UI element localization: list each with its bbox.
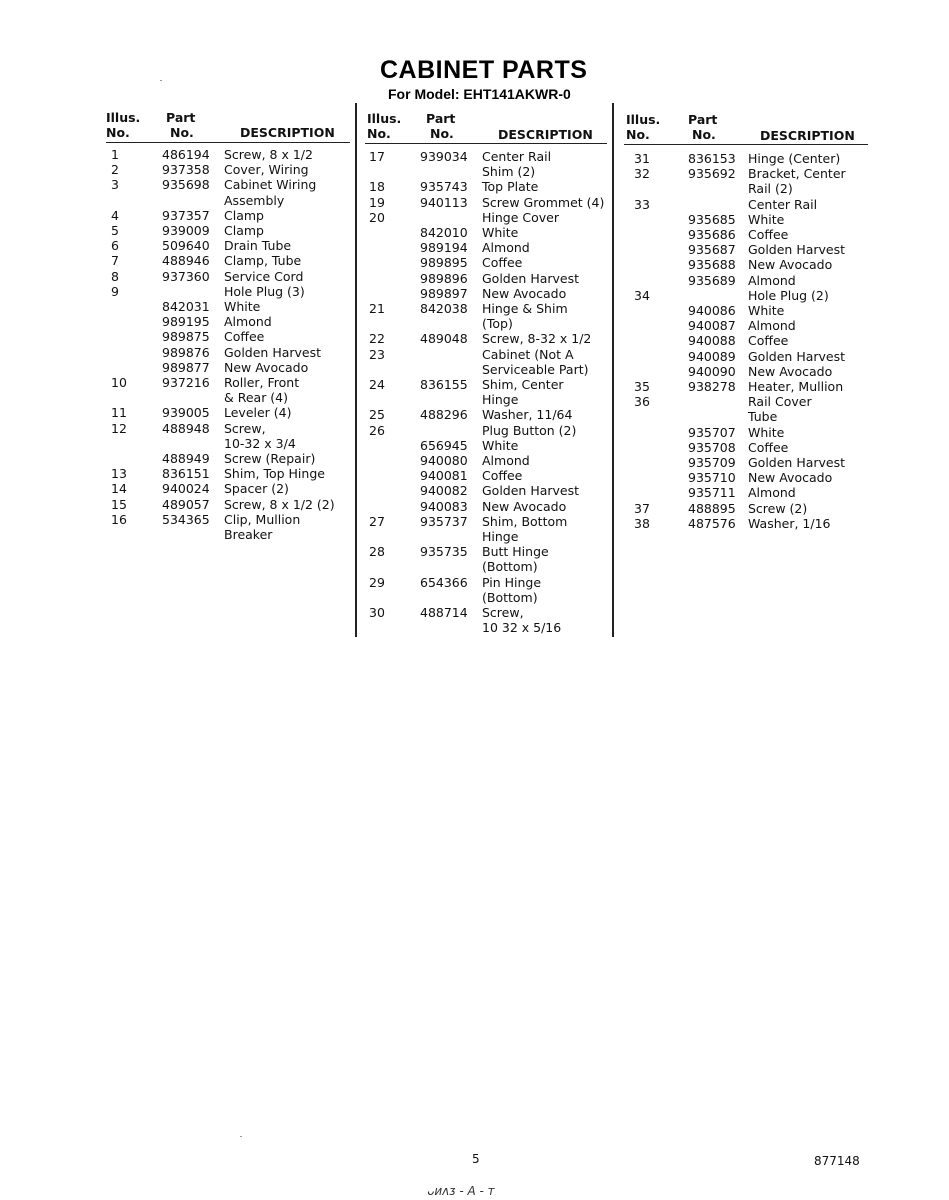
part-description: Leveler (4) xyxy=(224,405,292,421)
part-number: 935708 xyxy=(688,439,736,455)
part-number: 935743 xyxy=(420,179,468,195)
illus-number: 32 xyxy=(634,166,650,182)
part-description: New Avocado xyxy=(482,498,567,514)
column-divider xyxy=(612,103,614,637)
part-description: Center Rail xyxy=(748,196,818,212)
part-number: 488895 xyxy=(688,500,736,516)
part-number: 935707 xyxy=(688,424,736,440)
illus-number: 33 xyxy=(634,196,650,212)
part-number: 836151 xyxy=(162,466,210,482)
part-description: Clamp xyxy=(224,207,264,223)
part-description: 10-32 x 3/4 xyxy=(224,435,296,451)
part-description: Coffee xyxy=(224,329,265,345)
part-description: Serviceable Part) xyxy=(482,361,589,377)
part-description: Coffee xyxy=(748,333,789,349)
part-number: 937360 xyxy=(162,268,210,284)
part-description: Rail Cover xyxy=(748,394,812,410)
illus-number: 9 xyxy=(111,283,119,299)
illus-number: 31 xyxy=(634,151,650,166)
part-number: 940083 xyxy=(420,498,468,514)
part-description: Rail (2) xyxy=(748,181,793,197)
illus-number: 2 xyxy=(111,162,119,178)
part-description: Screw, 8 x 1/2 (2) xyxy=(224,496,335,512)
illus-number: 20 xyxy=(369,209,385,225)
part-number: 989896 xyxy=(420,270,468,286)
part-description: Almond xyxy=(748,272,796,288)
part-description: Almond xyxy=(748,485,796,501)
page-title: CABINET PARTS xyxy=(380,56,588,84)
part-description: Assembly xyxy=(224,192,285,208)
part-description: Cabinet (Not A xyxy=(482,346,574,362)
part-description: White xyxy=(748,211,785,227)
part-description: Service Cord xyxy=(224,268,304,284)
part-description: Golden Harvest xyxy=(224,344,322,360)
part-number: 488296 xyxy=(420,407,468,423)
part-number: 939005 xyxy=(162,405,210,421)
part-description: Screw, xyxy=(482,605,524,620)
part-number: 940080 xyxy=(420,453,468,468)
part-number: 836153 xyxy=(688,151,736,166)
illus-number: 21 xyxy=(369,301,385,316)
illus-number: 3 xyxy=(111,177,119,193)
part-description: New Avocado xyxy=(482,285,567,301)
part-number: 940024 xyxy=(162,481,210,497)
part-description: White xyxy=(748,424,785,440)
part-number: 937357 xyxy=(162,207,210,223)
part-number: 940089 xyxy=(688,348,736,364)
part-number: 488714 xyxy=(420,605,468,620)
part-description: White xyxy=(748,303,785,318)
part-number: 534365 xyxy=(162,511,210,527)
header-underline xyxy=(106,142,350,143)
part-description: Screw, 8-32 x 1/2 xyxy=(482,331,592,347)
part-number: 842038 xyxy=(420,301,468,316)
part-description: New Avocado xyxy=(748,470,833,486)
part-description: White xyxy=(224,299,261,314)
header-underline xyxy=(624,144,868,145)
part-number: 939034 xyxy=(420,149,468,164)
part-description: Center Rail xyxy=(482,149,552,164)
document-code: 877148 xyxy=(814,1154,860,1168)
part-description: Shim (2) xyxy=(482,164,536,180)
illus-number: 18 xyxy=(369,179,385,195)
part-number: 989876 xyxy=(162,344,210,360)
part-description: New Avocado xyxy=(748,257,833,273)
part-number: 842010 xyxy=(420,225,468,240)
part-header: Part No. xyxy=(166,110,196,140)
part-description: Almond xyxy=(224,314,272,330)
part-description: Golden Harvest xyxy=(748,348,846,364)
part-number: 935698 xyxy=(162,177,210,193)
part-description: Coffee xyxy=(748,439,789,455)
illus-number: 11 xyxy=(111,405,127,421)
part-number: 935710 xyxy=(688,470,736,486)
part-number: 656945 xyxy=(420,437,468,453)
part-description: Pin Hinge xyxy=(482,574,542,590)
part-description: Golden Harvest xyxy=(482,483,580,499)
part-description: Hinge Cover xyxy=(482,209,559,225)
part-description: Clip, Mullion xyxy=(224,511,301,527)
part-description: Drain Tube xyxy=(224,238,292,254)
illus-number: 8 xyxy=(111,268,119,284)
part-description: Washer, 11/64 xyxy=(482,407,573,423)
part-description: & Rear (4) xyxy=(224,390,289,406)
part-number: 938278 xyxy=(688,379,736,394)
part-description: Hole Plug (2) xyxy=(748,287,829,303)
illus-number: 16 xyxy=(111,511,127,527)
part-description: Golden Harvest xyxy=(748,455,846,470)
illus-number: 27 xyxy=(369,513,385,529)
part-number: 937216 xyxy=(162,375,210,390)
part-number: 935735 xyxy=(420,544,468,560)
part-number: 940082 xyxy=(420,483,468,499)
part-description: Heater, Mullion xyxy=(748,379,844,394)
illus-number: 19 xyxy=(369,194,385,210)
part-description: Hinge xyxy=(482,392,519,408)
part-description: Breaker xyxy=(224,527,273,542)
part-number: 935737 xyxy=(420,513,468,529)
part-number: 989897 xyxy=(420,285,468,301)
illus-number: 29 xyxy=(369,574,385,590)
illus-number: 13 xyxy=(111,466,127,482)
part-description: Top Plate xyxy=(482,179,539,195)
illus-number: 22 xyxy=(369,331,385,347)
part-description: (Top) xyxy=(482,316,513,332)
part-description: Cover, Wiring xyxy=(224,162,309,178)
part-number: 940113 xyxy=(420,194,468,210)
part-description: Screw, 8 x 1/2 xyxy=(224,147,313,162)
part-number: 487576 xyxy=(688,515,736,531)
part-description: Plug Button (2) xyxy=(482,422,577,438)
scan-speck xyxy=(240,1136,242,1137)
part-description: Butt Hinge xyxy=(482,544,549,560)
description-header: DESCRIPTION xyxy=(760,128,855,143)
header-underline xyxy=(365,143,607,144)
illus-number: 10 xyxy=(111,375,127,390)
illus-number: 23 xyxy=(369,346,385,362)
part-number: 940088 xyxy=(688,333,736,349)
part-number: 489057 xyxy=(162,496,210,512)
part-description: 10 32 x 5/16 xyxy=(482,620,562,636)
part-description: Screw Grommet (4) xyxy=(482,194,605,210)
illus-number: 4 xyxy=(111,207,119,223)
part-description: Washer, 1/16 xyxy=(748,515,831,531)
illus-number: 28 xyxy=(369,544,385,560)
part-number: 488948 xyxy=(162,420,210,436)
part-number: 989875 xyxy=(162,329,210,345)
part-description: White xyxy=(482,437,519,453)
part-description: Almond xyxy=(748,318,796,334)
illus-number: 24 xyxy=(369,377,385,392)
part-description: White xyxy=(482,225,519,240)
illus-header: Illus. No. xyxy=(106,110,141,140)
column-divider xyxy=(355,103,357,637)
part-description: Hinge xyxy=(482,529,519,544)
illus-number: 1 xyxy=(111,147,119,162)
illus-number: 38 xyxy=(634,515,650,531)
part-description: Hinge (Center) xyxy=(748,151,841,166)
part-number: 935687 xyxy=(688,242,736,258)
part-description: Golden Harvest xyxy=(748,242,846,258)
part-number: 842031 xyxy=(162,299,210,314)
part-number: 935685 xyxy=(688,211,736,227)
part-header: Part No. xyxy=(688,112,718,142)
part-description: Almond xyxy=(482,240,530,256)
handwritten-mark: ᴗᴎᴧᴣ - A - ᴛ xyxy=(427,1184,495,1198)
part-number: 836155 xyxy=(420,377,468,392)
part-description: Screw, xyxy=(224,420,266,436)
illus-number: 6 xyxy=(111,238,119,254)
part-description: (Bottom) xyxy=(482,589,538,605)
part-number: 486194 xyxy=(162,147,210,162)
part-description: Shim, Center xyxy=(482,377,564,392)
part-number: 989195 xyxy=(162,314,210,330)
illus-header: Illus. No. xyxy=(367,111,402,141)
part-number: 940090 xyxy=(688,363,736,379)
part-description: Hinge & Shim xyxy=(482,301,568,316)
illus-number: 5 xyxy=(111,223,119,238)
part-description: Coffee xyxy=(482,468,523,484)
part-number: 935711 xyxy=(688,485,736,501)
page-subtitle: For Model: EHT141AKWR-0 xyxy=(388,86,571,102)
illus-number: 30 xyxy=(369,605,385,620)
illus-number: 26 xyxy=(369,422,385,438)
illus-number: 34 xyxy=(634,287,650,303)
part-number: 489048 xyxy=(420,331,468,347)
part-description: Coffee xyxy=(482,255,523,271)
part-number: 488946 xyxy=(162,253,210,269)
part-description: New Avocado xyxy=(748,363,833,379)
part-number: 989877 xyxy=(162,359,210,375)
part-description: Spacer (2) xyxy=(224,481,289,497)
part-number: 935689 xyxy=(688,272,736,288)
illus-number: 12 xyxy=(111,420,127,436)
part-number: 654366 xyxy=(420,574,468,590)
part-number: 935686 xyxy=(688,227,736,242)
part-description: Almond xyxy=(482,453,530,468)
part-description: Cabinet Wiring xyxy=(224,177,317,193)
part-description: Hole Plug (3) xyxy=(224,283,305,299)
part-header: Part No. xyxy=(426,111,456,141)
part-description: Clamp, Tube xyxy=(224,253,302,269)
part-number: 937358 xyxy=(162,162,210,178)
scan-speck xyxy=(160,80,162,81)
page-number: 5 xyxy=(472,1152,480,1166)
part-number: 940086 xyxy=(688,303,736,318)
illus-number: 14 xyxy=(111,481,127,497)
illus-number: 17 xyxy=(369,149,385,164)
illus-number: 7 xyxy=(111,253,119,269)
part-description: Roller, Front xyxy=(224,375,300,390)
part-description: Bracket, Center xyxy=(748,166,846,182)
part-number: 935709 xyxy=(688,455,736,470)
part-description: Coffee xyxy=(748,227,789,242)
illus-number: 36 xyxy=(634,394,650,410)
part-number: 940081 xyxy=(420,468,468,484)
illus-number: 37 xyxy=(634,500,650,516)
description-header: DESCRIPTION xyxy=(240,125,335,140)
part-number: 935688 xyxy=(688,257,736,273)
part-description: Tube xyxy=(748,409,778,425)
illus-header: Illus. No. xyxy=(626,112,661,142)
part-description: (Bottom) xyxy=(482,559,538,575)
illus-number: 15 xyxy=(111,496,127,512)
part-description: Screw (Repair) xyxy=(224,451,316,466)
description-header: DESCRIPTION xyxy=(498,127,593,142)
part-description: Clamp xyxy=(224,223,264,238)
part-number: 935692 xyxy=(688,166,736,182)
part-number: 509640 xyxy=(162,238,210,254)
part-description: New Avocado xyxy=(224,359,309,375)
part-description: Shim, Top Hinge xyxy=(224,466,325,482)
part-description: Shim, Bottom xyxy=(482,513,568,529)
part-number: 940087 xyxy=(688,318,736,334)
part-description: Screw (2) xyxy=(748,500,808,516)
illus-number: 35 xyxy=(634,379,650,394)
part-number: 939009 xyxy=(162,223,210,238)
illus-number: 25 xyxy=(369,407,385,423)
part-number: 989194 xyxy=(420,240,468,256)
part-number: 989895 xyxy=(420,255,468,271)
part-number: 488949 xyxy=(162,451,210,466)
part-description: Golden Harvest xyxy=(482,270,580,286)
